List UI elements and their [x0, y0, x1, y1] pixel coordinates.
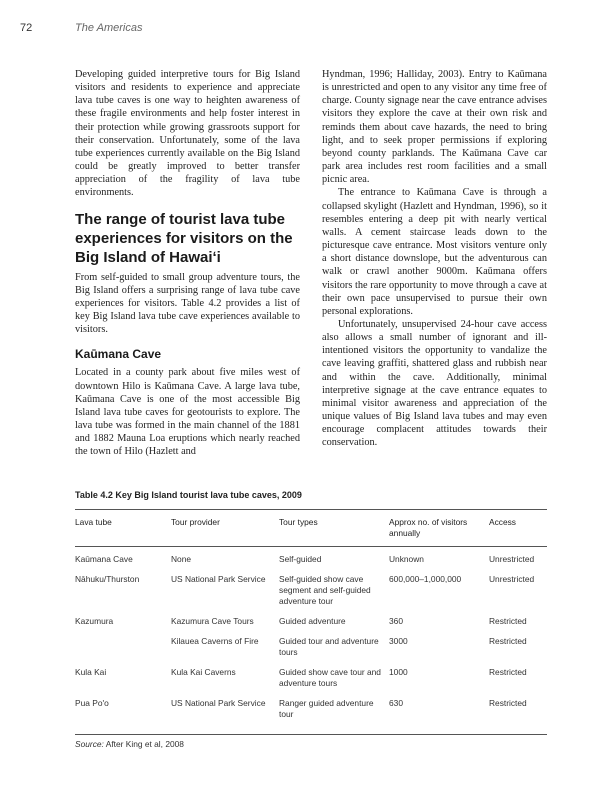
subsection-paragraph: Located in a county park about five miles west of downtown Hilo is Kaūmana Cave. A large lava tube, Kaūmana Cave is one of the most accessible Big Island lava tube caves for geotourists to explore. The lava tube was formed in the main channel of the 1881 and 1882 Mauna Loa eruptions which nearly reached the town of Hilo (Hazlett and	[75, 367, 300, 458]
table-cell: Restricted	[489, 616, 527, 626]
table-4-2	[75, 490, 547, 750]
table-cell: Self-guided show cave segment and self-guided adventure tour	[279, 574, 371, 606]
table-row	[75, 632, 547, 663]
right-column	[322, 68, 547, 450]
table-cell: 630	[389, 694, 489, 735]
table-cell	[75, 632, 171, 663]
table-cell: 3000	[389, 636, 408, 646]
page-number: 72	[20, 22, 33, 34]
table-source	[75, 739, 547, 750]
table-cell: US National Park Service	[171, 694, 279, 735]
table-cell: Restricted	[489, 667, 527, 677]
table-row	[75, 570, 547, 612]
table-cell: Kula Kai Caverns	[171, 667, 236, 677]
table-header-cell: Lava tube	[75, 510, 171, 547]
source-label: Source:	[75, 739, 104, 749]
table-cell: Kaūmana Cave	[75, 554, 133, 564]
body-paragraph: Hyndman, 1996; Halliday, 2003). Entry to Kaūmana is unrestricted and open to any visitor any time free of charge. County signage near the cave entrance advises visitors they explore the cave at their own risk and reminds them about cave hazards, the need to bring light, and to seek proper permissions if exploring beyond county parklands. The Kaūmana Cave car park area includes rest room facilities and a small picnic area.	[322, 69, 547, 186]
table-row	[75, 694, 547, 735]
table-cell: Restricted	[489, 636, 527, 646]
table-cell: 360	[389, 616, 403, 626]
table-cell: Unknown	[389, 554, 424, 564]
page-header	[0, 0, 613, 38]
table-cell: Kilauea Caverns of Fire	[171, 636, 259, 646]
table-cell: Kula Kai	[75, 667, 107, 677]
table-row	[75, 663, 547, 694]
table-cell: Nāhuku/Thurston	[75, 574, 140, 584]
table-cell: Unrestricted	[489, 554, 535, 564]
table-cell: US National Park Service	[171, 574, 266, 584]
table-header-cell: Tour provider	[171, 510, 279, 547]
table-cell: 600,000–1,000,000	[389, 574, 462, 584]
table-header-cell: Tour types	[279, 510, 389, 547]
table-header-cell: Access	[489, 510, 547, 547]
table-row	[75, 612, 547, 632]
running-title: The Americas	[75, 22, 143, 34]
table-cell: None	[171, 554, 192, 564]
subheading-kaumana-cave: Kaūmana Cave	[75, 347, 162, 362]
table-cell: Restricted	[489, 694, 547, 735]
left-column	[75, 68, 300, 458]
table-cell: 1000	[389, 667, 408, 677]
intro-paragraph: Developing guided interpretive tours for Big Island visitors and residents to experience and appreciate lava tube caves is one way to heighten awareness of these fragile environments and help foster interest in their protection while growing grassroots support for their conservation. Unfortunately, some of the lava tube experiences currently available on the Big Island could be greatly improved to better transfer appreciation of the fragility of lava tube environments.	[75, 69, 300, 199]
section-paragraph: From self-guided to small group adventure tours, the Big Island offers a surprising range of lava tube cave experiences for visitors. Table 4.2 provides a list of key Big Island lava tube cave experiences available to visitors.	[75, 271, 300, 336]
body-paragraph: The entrance to Kaūmana Cave is through a collapsed skylight (Hazlett and Hyndman, 1996), so it resembles entering a deep pit with nearly vertical walls. A cement staircase leads down to the picturesque cave entrance. Most visitors venture only a short distance downslope, but the adventurous can walk or crawl another 9000m. Kaūmana offers visitors the rare opportunity to move through a cave at their own pace unsupervised to pursue their own personal explorations.	[322, 187, 547, 317]
table-header-cell: Approx no. of visitors annually	[389, 510, 489, 547]
table-cell: Self-guided	[279, 554, 322, 564]
table-cell: Ranger guided adventure tour	[279, 694, 389, 735]
table-caption: Table 4.2 Key Big Island tourist lava tube caves, 2009	[75, 490, 302, 500]
table-cell: Guided show cave tour and adventure tours	[279, 667, 381, 688]
body-paragraph: Unfortunately, unsupervised 24-hour cave access also allows a small number of ignorant and ill-intentioned visitors the opportunity to vandalize the cave leaving graffiti, shattered glass and rubbish near and within the cave. Additionally, minimal interpretive signage at the cave entrance equates to minimal visitor awareness and appreciation of the unique values of Big Island lava tubes and may even encourage complacent attitudes towards their conservation.	[322, 318, 547, 449]
table-row	[75, 547, 547, 571]
source-text: After King et al, 2008	[103, 739, 184, 749]
section-heading: The range of tourist lava tube experiences for visitors on the Big Island of Hawaiʻi	[75, 210, 293, 266]
table-cell: Guided adventure	[279, 616, 346, 626]
table-header-row	[75, 510, 547, 547]
table-cell: Kazumura Cave Tours	[171, 616, 254, 626]
table-cell: Guided tour and adventure tours	[279, 636, 379, 657]
table-cell: Kazumura	[75, 616, 114, 626]
table-cell: Pua Po'o	[75, 694, 171, 735]
table-cell: Unrestricted	[489, 574, 535, 584]
lava-tube-table	[75, 509, 547, 735]
